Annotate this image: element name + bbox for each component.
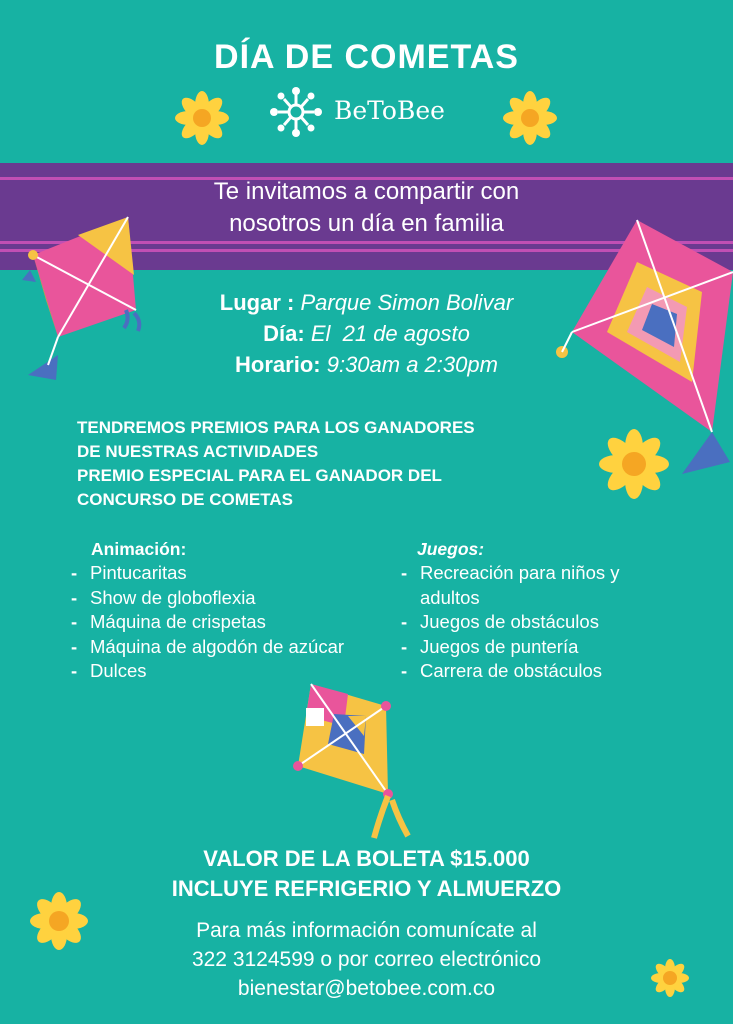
list-item: - Juegos de puntería — [398, 635, 698, 660]
prizes-line: TENDREMOS PREMIOS PARA LOS GANADORES — [77, 418, 475, 437]
list-item: - Show de globoflexia — [68, 586, 368, 611]
list-item: - Juegos de obstáculos — [398, 610, 698, 635]
contact-info — [0, 916, 733, 1003]
prizes-line: DE NUESTRAS ACTIVIDADES — [77, 442, 319, 461]
flower-icon — [594, 424, 674, 504]
brand-network-icon — [266, 86, 326, 138]
animacion-heading: Animación: — [91, 539, 187, 559]
day-line — [0, 318, 733, 349]
day-label: Día: — [263, 321, 305, 346]
place-value: Parque Simon Bolivar — [300, 290, 514, 315]
event-info — [0, 287, 733, 380]
list-item: - Dulces — [68, 659, 368, 684]
list-item: - Máquina de algodón de azúcar — [68, 635, 350, 660]
contact-line: Para más información comunícate al — [196, 919, 537, 942]
flower-icon — [172, 88, 232, 148]
time-value: 9:30am a 2:30pm — [326, 352, 498, 377]
time-line — [0, 349, 733, 380]
price-line: INCLUYE REFRIGERIO Y ALMUERZO — [171, 876, 562, 901]
kite-yellow-icon — [286, 676, 426, 846]
flower-icon — [26, 888, 92, 954]
contact-phone: 322 3124599 o por correo electrónico — [191, 948, 542, 971]
animacion-list — [68, 537, 368, 684]
contact-email: bienestar@betobee.com.co — [237, 977, 496, 1000]
place-line — [0, 287, 733, 318]
brand-name: BeToBee — [334, 96, 445, 125]
place-label: Lugar : — [219, 290, 295, 315]
invite-line: nosotros un día en familia — [229, 210, 504, 237]
flower-icon — [648, 956, 692, 1000]
list-item: - Pintucaritas — [68, 561, 368, 586]
price-line: VALOR DE LA BOLETA $15.000 — [203, 846, 530, 871]
ticket-price — [0, 844, 733, 904]
juegos-list — [398, 537, 698, 684]
flower-icon — [500, 88, 560, 148]
list-item: - Máquina de crispetas — [68, 610, 368, 635]
list-item: - Recreación para niños y adultos — [398, 561, 680, 610]
day-value: El 21 de agosto — [310, 321, 470, 346]
prizes-text — [77, 416, 637, 512]
prizes-line: PREMIO ESPECIAL PARA EL GANADOR DEL — [77, 466, 442, 485]
time-label: Horario: — [235, 352, 321, 377]
juegos-heading: Juegos: — [417, 539, 485, 559]
invite-line: Te invitamos a compartir con — [213, 178, 520, 205]
brand-logo — [266, 86, 476, 138]
prizes-line: CONCURSO DE COMETAS — [77, 490, 293, 509]
event-title: DÍA DE COMETAS — [214, 38, 519, 76]
list-item: - Carrera de obstáculos — [398, 659, 698, 684]
